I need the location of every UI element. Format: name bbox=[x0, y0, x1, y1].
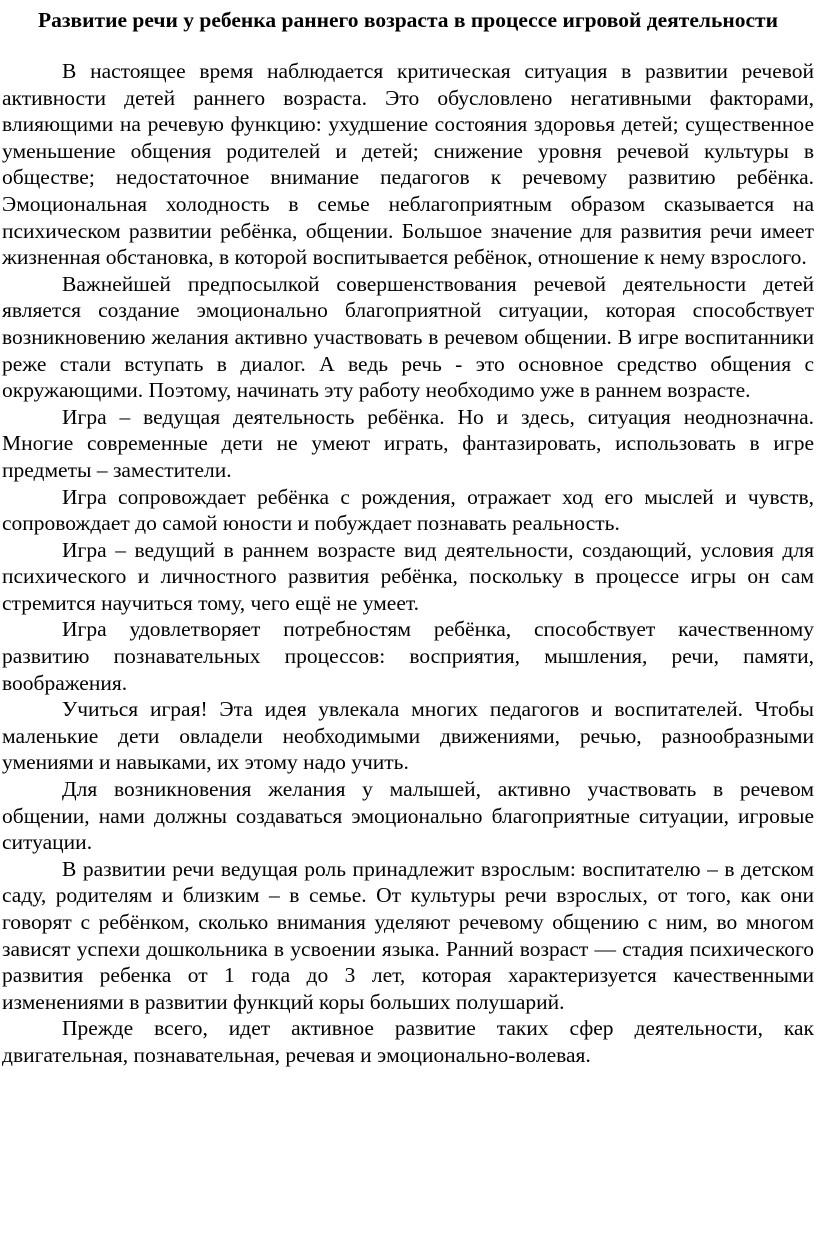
paragraph-10: Прежде всего, идет активное развитие таких сфер деятельности, как двигательная, познавательная, речевая и эмоционально-волевая. bbox=[2, 1016, 814, 1067]
paragraph-9: В развитии речи ведущая роль принадлежит взрослым: воспитателю – в детском саду, родителям и близким – в семье. От культуры речи взрослых, от того, как они говорят с ребёнком, сколько внимания уделяют речевому общению с ним, во многом зависят успехи дошкольника в усвоении языка. Ранний возраст — стадия психического развития ребенка от 1 года до 3 лет, которая характеризуется качественными изменениями в развитии функций коры больших полушарий. bbox=[2, 856, 814, 1014]
paragraph-1: В настоящее время наблюдается критическая ситуация в развитии речевой активности детей раннего возраста. Это обусловлено негативными факторами, влияющими на речевую функцию: ухудшение состояния здоровья детей; существенное уменьшение общения родителей и детей; снижение уровня речевой культуры в обществе; недостаточное внимание педагогов к речевому развитию ребёнка. Эмоциональная холодность в семье неблагоприятным образом сказывается на психическом развитии ребёнка, общении. Большое значение для развития речи имеет жизненная обстановка, в которой воспитывается ребёнок, отношение к нему взрослого. bbox=[2, 59, 814, 270]
paragraph-8: Для возникновения желания у малышей, активно участвовать в речевом общении, нами должны создаваться эмоционально благоприятные ситуации, игровые ситуации. bbox=[2, 777, 814, 855]
paragraph-7: Учиться играя! Эта идея увлекала многих педагогов и воспитателей. Чтобы маленькие дети овладели необходимыми движениями, речью, разнообразными умениями и навыками, их этому надо учить. bbox=[2, 697, 814, 775]
paragraph-6: Игра удовлетворяет потребностям ребёнка, способствует качественному развитию познавательных процессов: восприятия, мышления, речи, памяти, воображения. bbox=[2, 617, 814, 695]
document-body bbox=[2, 58, 814, 1069]
document-title: Развитие речи у ребенка раннего возраста в процессе игровой деятельности bbox=[38, 8, 778, 32]
paragraph-2: Важнейшей предпосылкой совершенствования речевой деятельности детей является создание эмоционально благоприятной ситуации, которая способствует возникновению желания активно участвовать в речевом общении. В игре воспитанники реже стали вступать в диалог. А ведь речь - это основное средство общения с окружающими. Поэтому, начинать эту работу необходимо уже в раннем возрасте. bbox=[2, 271, 814, 403]
paragraph-3: Игра – ведущая деятельность ребёнка. Но и здесь, ситуация неоднозначна. Многие современные дети не умеют играть, фантазировать, использовать в игре предметы – заместители. bbox=[2, 404, 814, 482]
paragraph-4: Игра сопровождает ребёнка с рождения, отражает ход его мыслей и чувств, сопровождает до самой юности и побуждает познавать реальность. bbox=[2, 484, 814, 536]
paragraph-5: Игра – ведущий в раннем возрасте вид деятельности, создающий, условия для психического и личностного развития ребёнка, поскольку в процессе игры он сам стремится научиться тому, чего ещё не умеет. bbox=[2, 537, 814, 615]
